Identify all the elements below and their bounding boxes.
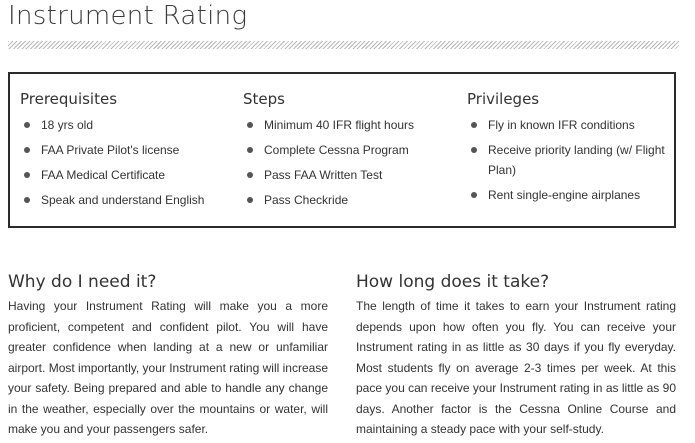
page-title: Instrument Rating [8, 1, 248, 31]
list-item [243, 190, 458, 210]
list-item [20, 115, 235, 135]
list-item-text: Fly in known IFR conditions [488, 118, 635, 132]
prerequisites-column [20, 89, 235, 215]
steps-heading: Steps [243, 90, 285, 108]
hatched-divider [8, 41, 679, 49]
prerequisites-list [20, 115, 235, 210]
privileges-heading: Privileges [467, 90, 540, 108]
bullet-icon [24, 122, 30, 128]
list-item [243, 115, 458, 135]
why-section [8, 270, 328, 440]
privileges-list [467, 115, 667, 205]
bullet-icon [24, 197, 30, 203]
bullet-icon [247, 147, 253, 153]
list-item-text: Rent single-engine airplanes [488, 188, 641, 202]
bullet-icon [24, 172, 30, 178]
how-long-section [356, 270, 676, 440]
list-item-text: Speak and understand English [41, 193, 205, 207]
list-item-text: Minimum 40 IFR flight hours [264, 118, 415, 132]
list-item [243, 165, 458, 185]
list-item [20, 140, 235, 160]
bullet-icon [24, 147, 30, 153]
bullet-icon [247, 197, 253, 203]
list-item-text: Receive priority landing (w/ Flight Plan) [488, 143, 665, 177]
bullet-icon [247, 122, 253, 128]
list-item-text: Pass Checkride [264, 193, 349, 207]
list-item-text: Complete Cessna Program [264, 143, 409, 157]
list-item [467, 115, 667, 135]
privileges-column [467, 89, 667, 210]
bullet-icon [247, 172, 253, 178]
list-item [243, 140, 458, 160]
list-item-text: FAA Medical Certificate [41, 168, 166, 182]
how-long-body: The length of time it takes to earn your Instrument rating depends upon how often you fly. You can receive your Instrument rating in as little as 30 days if you fly everyday. Most students fly on average 2-3 times per week. At this pace you can receive your Instrument rating in as little as 90 days. Another factor is the Cessna Online Course and maintaining a steady pace with your self-study. [356, 299, 676, 436]
list-item-text: 18 yrs old [41, 118, 94, 132]
list-item [20, 190, 235, 210]
why-heading: Why do I need it? [8, 272, 157, 292]
list-item [467, 185, 667, 205]
list-item [467, 140, 667, 180]
bullet-icon [471, 192, 477, 198]
prerequisites-heading: Prerequisites [20, 90, 118, 108]
how-long-heading: How long does it take? [356, 272, 550, 292]
steps-column [243, 89, 458, 215]
list-item-text: Pass FAA Written Test [264, 168, 383, 182]
why-body: Having your Instrument Rating will make you a more proficient, competent and confident pilot. You will have greater confidence when landing at a new or unfamiliar airport. Most importantly, your Instrument rating will increase your safety. Being prepared and able to handle any change in the weather, especially over the mountains or water, will make you and your passengers safer. [8, 299, 328, 436]
bullet-icon [471, 122, 477, 128]
steps-list [243, 115, 458, 210]
list-item [20, 165, 235, 185]
list-item-text: FAA Private Pilot's license [41, 143, 180, 157]
requirements-box [8, 72, 676, 228]
bullet-icon [471, 147, 477, 153]
